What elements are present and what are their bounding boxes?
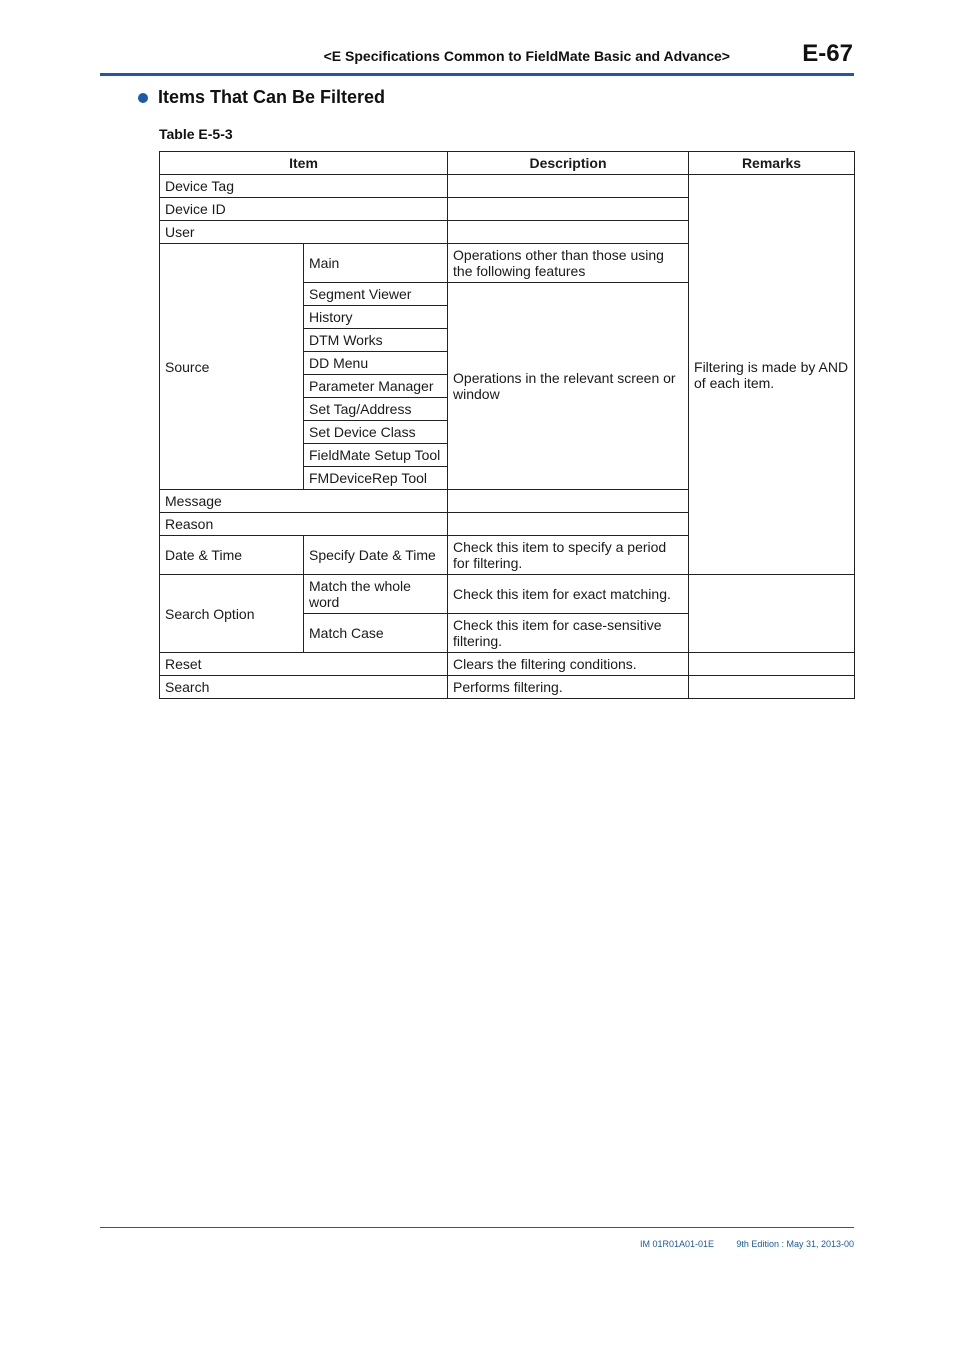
description-cell: Performs filtering. (448, 676, 689, 699)
item-cell: Device ID (160, 198, 448, 221)
sub-item-cell: Set Tag/Address (304, 398, 448, 421)
description-cell: Check this item for exact matching. (448, 575, 689, 614)
chapter-title: <E Specifications Common to FieldMate Basic and Advance> (323, 48, 730, 64)
sub-item-cell: Main (304, 244, 448, 283)
column-header-remarks: Remarks (689, 152, 855, 175)
table-row (160, 175, 855, 198)
table-caption: Table E-5-3 (159, 126, 233, 142)
section-heading: Items That Can Be Filtered (158, 87, 386, 107)
table-row (160, 575, 855, 614)
item-cell: User (160, 221, 448, 244)
item-cell: Search (160, 676, 448, 699)
sub-item-cell: Parameter Manager (304, 375, 448, 398)
column-header-item: Item (160, 152, 448, 175)
sub-item-cell: Match Case (304, 614, 448, 653)
sub-item-cell: DTM Works (304, 329, 448, 352)
header-divider (100, 73, 854, 76)
description-cell (448, 221, 689, 244)
description-cell: Check this item to specify a period for filtering. (448, 536, 689, 575)
item-cell: Reset (160, 653, 448, 676)
table-row (160, 676, 855, 699)
description-cell: Operations other than those using the following features (448, 244, 689, 283)
description-cell (448, 490, 689, 513)
item-cell: Date & Time (160, 536, 304, 575)
item-cell: Device Tag (160, 175, 448, 198)
description-cell: Check this item for case-sensitive filtering. (448, 614, 689, 653)
item-cell: Message (160, 490, 448, 513)
sub-item-cell: Segment Viewer (304, 283, 448, 306)
column-header-description: Description (448, 152, 689, 175)
sub-item-cell: FieldMate Setup Tool (304, 444, 448, 467)
remarks-cell-empty (689, 653, 855, 676)
description-cell (448, 175, 689, 198)
bullet-icon (138, 93, 148, 103)
sub-item-cell: Set Device Class (304, 421, 448, 444)
remarks-cell-empty (689, 575, 855, 653)
item-cell: Reason (160, 513, 448, 536)
item-cell: Source (160, 244, 304, 490)
description-cell (448, 198, 689, 221)
page-number: E-67 (802, 40, 853, 67)
sub-item-cell: Specify Date & Time (304, 536, 448, 575)
item-cell: Search Option (160, 575, 304, 653)
footer-divider (100, 1227, 854, 1228)
document-number: IM 01R01A01-01E (640, 1239, 715, 1249)
remarks-cell: Filtering is made by AND of each item. (689, 175, 855, 575)
table-row (160, 653, 855, 676)
remarks-cell-empty (689, 676, 855, 699)
description-cell: Clears the filtering conditions. (448, 653, 689, 676)
edition-date: 9th Edition : May 31, 2013-00 (736, 1239, 854, 1249)
filter-items-table (159, 151, 855, 699)
table-header-row (160, 152, 855, 175)
description-cell (448, 513, 689, 536)
sub-item-cell: Match the whole word (304, 575, 448, 614)
sub-item-cell: DD Menu (304, 352, 448, 375)
sub-item-cell: History (304, 306, 448, 329)
sub-item-cell: FMDeviceRep Tool (304, 467, 448, 490)
description-cell: Operations in the relevant screen or window (448, 283, 689, 490)
